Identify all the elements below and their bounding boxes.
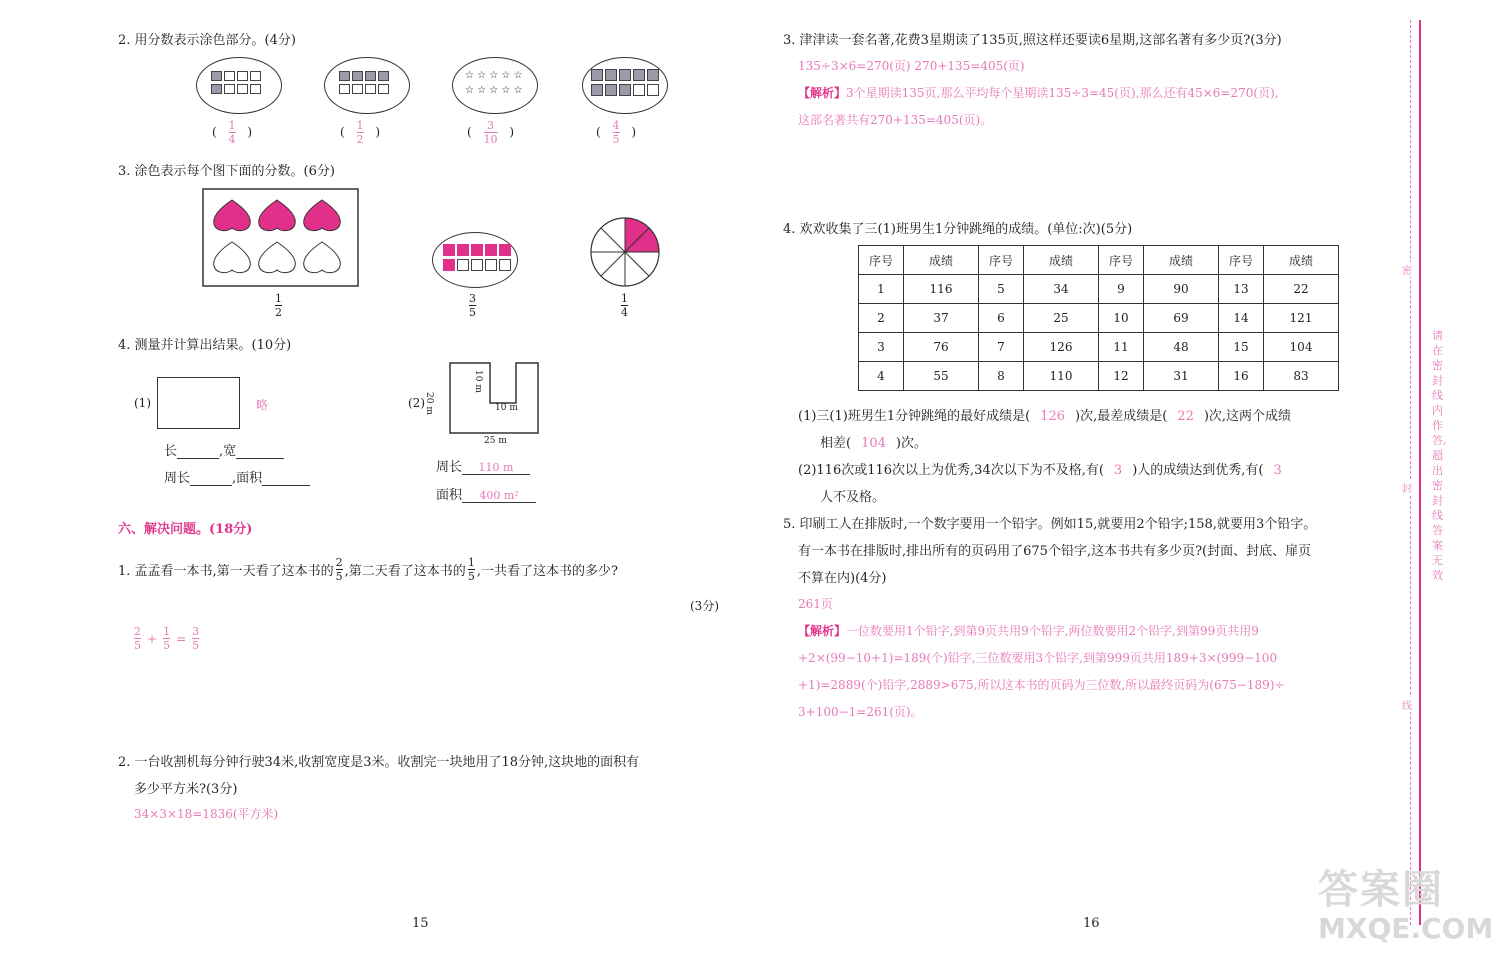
q2-answer-3: ( $\frac{3}{10}$ ) [467, 119, 514, 146]
s6-q2-answer: 34×3×18=1836(平方米) [134, 807, 279, 821]
table-cell: 116 [904, 275, 979, 304]
u-area-line: 面积 400 m² [436, 484, 536, 503]
table-row [859, 333, 1339, 362]
watermark-url: MXQE.COM [1318, 912, 1494, 945]
circle-pie [589, 216, 661, 288]
r-q3-title: 3. 津津读一套名著,花费3星期读了135页,照这样还要读6星期,这部名著有多少页?(3分) [783, 33, 1282, 48]
table-cell: 9 [1099, 275, 1144, 304]
peach-shaded [214, 200, 341, 231]
r-q5-analysis-1: 【解析】一位数要用1个铅字,到第9页共用9个铅字,两位数要用2个铅字,到第99页共用9 [798, 624, 1259, 638]
r-q5-line2: 有一本书在排版时,排出所有的页码用了675个铅字,这本书共有多少页?(封面、封底、扉页 [798, 544, 1312, 559]
table-cell: 76 [904, 333, 979, 362]
table-cell: 8 [979, 362, 1024, 391]
table-cell: 1 [859, 275, 904, 304]
q4-part1-answer: 略 [256, 398, 269, 412]
table-cell: 110 [1024, 362, 1099, 391]
q4-part1-label: (1) [134, 396, 151, 410]
table-row [859, 362, 1339, 391]
s6-q2-line1: 2. 一台收割机每分钟行驶34米,收割宽度是3米。收割完一块地用了18分钟,这块地的面积有 [118, 755, 640, 770]
table-cell: 90 [1144, 275, 1219, 304]
table-header: 序号 [859, 246, 904, 275]
q4-part2-label: (2) [408, 396, 425, 410]
q4-title: 4. 测量并计算出结果。(10分) [118, 338, 292, 353]
dim-25m: 25 m [484, 436, 507, 446]
table-cell: 6 [979, 304, 1024, 333]
fraction-ellipse-4 [582, 57, 668, 114]
table-cell: 48 [1144, 333, 1219, 362]
q2-answer-1: ( $\frac{1}{4}$ ) [212, 119, 252, 146]
table-cell: 83 [1264, 362, 1339, 391]
r-q3-analysis-2: 这部名著共有270+135=405(页)。 [798, 113, 993, 127]
r-q4-sub2-cont: 人不及格。 [820, 490, 886, 505]
q3-fraction-1: 1 2 [275, 292, 282, 319]
table-header: 序号 [1099, 246, 1144, 275]
q3-fraction-2: 3 5 [469, 292, 476, 319]
section6-title: 六、解决问题。(18分) [118, 522, 253, 537]
table-header: 成绩 [1264, 246, 1339, 275]
watermark-logo: 答案圈 [1318, 867, 1444, 913]
squares-ellipse [432, 232, 518, 288]
table-cell: 34 [1024, 275, 1099, 304]
q2-answer-4: ( $\frac{4}{5}$ ) [596, 119, 636, 146]
dim-20m: 20 m [424, 392, 434, 415]
q3-fraction-3: 1 4 [621, 292, 628, 319]
dim-10m-horizontal: 10 m [495, 403, 518, 413]
table-cell: 7 [979, 333, 1024, 362]
q3-title: 3. 涂色表示每个图下面的分数。(6分) [118, 164, 335, 179]
table-row [859, 275, 1339, 304]
table-header: 成绩 [904, 246, 979, 275]
seal-mark-3: 线 [1402, 697, 1412, 712]
table-cell: 22 [1264, 275, 1339, 304]
table-cell: 16 [1219, 362, 1264, 391]
r-q5-analysis-4: 3+100−1=261(页)。 [798, 705, 923, 719]
s6-q1-text: 1. 孟孟看一本书,第一天看了这本书的 $\frac{2}{5}$ ,第二天看了这本书的 $\frac{1}{5}$ ,一共看了这本书的多少? [118, 556, 618, 583]
table-header-row [859, 246, 1339, 275]
fraction-ellipse-3 [452, 57, 538, 114]
star-row-1: ☆ ☆ ☆ ☆ ☆ [465, 70, 523, 81]
table-cell: 13 [1219, 275, 1264, 304]
r-q4-sub1: (1)三(1)班男生1分钟跳绳的最好成绩是( 126 )次,最差成绩是( 22 )次,这两个成绩 [798, 409, 1292, 424]
s6-q1-answer: $\frac{2}{5}$ + $\frac{1}{5}$ = $\frac{3}{5}$ [134, 625, 200, 652]
score-table [858, 245, 1339, 391]
r-q5-analysis-2: +2×(99−10+1)=189(个)铅字,三位数要用3个铅字,到第999页共用189+3×(999−100 [798, 651, 1278, 665]
seal-line-dashed [1410, 20, 1411, 925]
dim-10m-vertical: 10 m [473, 370, 483, 393]
measure-rectangle [157, 377, 240, 429]
table-header: 成绩 [1144, 246, 1219, 275]
seal-line-solid [1419, 20, 1421, 925]
u-perimeter-line: 周长 110 m [436, 456, 530, 475]
table-cell: 2 [859, 304, 904, 333]
table-cell: 55 [904, 362, 979, 391]
length-width-line: 长 ,宽 [164, 440, 284, 459]
s6-q1-score: (3分) [690, 599, 719, 613]
table-cell: 25 [1024, 304, 1099, 333]
q2-title: 2. 用分数表示涂色部分。(4分) [118, 33, 296, 48]
table-cell: 121 [1264, 304, 1339, 333]
fraction-ellipse-1 [196, 57, 282, 114]
table-cell: 104 [1264, 333, 1339, 362]
r-q5-line3: 不算在内)(4分) [798, 571, 887, 586]
table-cell: 69 [1144, 304, 1219, 333]
table-header: 序号 [1219, 246, 1264, 275]
fraction-ellipse-2 [324, 57, 410, 114]
table-cell: 12 [1099, 362, 1144, 391]
r-q3-analysis-1: 【解析】3个星期读135页,那么平均每个星期读135÷3=45(页),那么还有45×6=270(页), [798, 86, 1279, 100]
star-row-2: ☆ ☆ ☆ ☆ ☆ [465, 85, 523, 96]
r-q5-line1: 5. 印刷工人在排版时,一个数字要用一个铅字。例如15,就要用2个铅字;158,就要用3个铅字。 [783, 517, 1317, 532]
table-cell: 4 [859, 362, 904, 391]
r-q4-sub2: (2)116次或116次以上为优秀,34次以下为不及格,有( 3 )人的成绩达到优秀,有( 3 [798, 463, 1282, 478]
s6-q2-line2: 多少平方米?(3分) [134, 782, 238, 797]
table-cell: 15 [1219, 333, 1264, 362]
table-cell: 37 [904, 304, 979, 333]
table-header: 序号 [979, 246, 1024, 275]
page-number-right: 16 [1083, 916, 1100, 931]
r-q4-title: 4. 欢欢收集了三(1)班男生1分钟跳绳的成绩。(单位:次)(5分) [783, 222, 1133, 237]
page-number-left: 15 [412, 916, 429, 931]
r-q5-answer: 261页 [798, 597, 833, 611]
table-cell: 5 [979, 275, 1024, 304]
peach-unshaded [214, 242, 341, 273]
r-q4-sub1-cont: 相差( 104 )次。 [820, 436, 927, 451]
seal-mark-2: 封 [1402, 480, 1412, 495]
table-cell: 3 [859, 333, 904, 362]
peach-box [202, 188, 360, 288]
perimeter-area-line: 周长 ,面积 [164, 467, 310, 486]
table-header: 成绩 [1024, 246, 1099, 275]
table-row [859, 304, 1339, 333]
r-q3-answer: 135÷3×6=270(页) 270+135=405(页) [798, 59, 1025, 73]
seal-mark-1: 密 [1402, 262, 1412, 277]
table-cell: 31 [1144, 362, 1219, 391]
table-cell: 11 [1099, 333, 1144, 362]
seal-warning-text: 请在密封线内作答,超出密封线答案无效 [1432, 329, 1447, 582]
q2-answer-2: ( $\frac{1}{2}$ ) [340, 119, 380, 146]
r-q5-analysis-3: +1)=2889(个)铅字,2889>675,所以这本书的页码为三位数,所以最终页码为(675−189)÷ [798, 678, 1285, 692]
table-cell: 14 [1219, 304, 1264, 333]
table-cell: 126 [1024, 333, 1099, 362]
table-cell: 10 [1099, 304, 1144, 333]
